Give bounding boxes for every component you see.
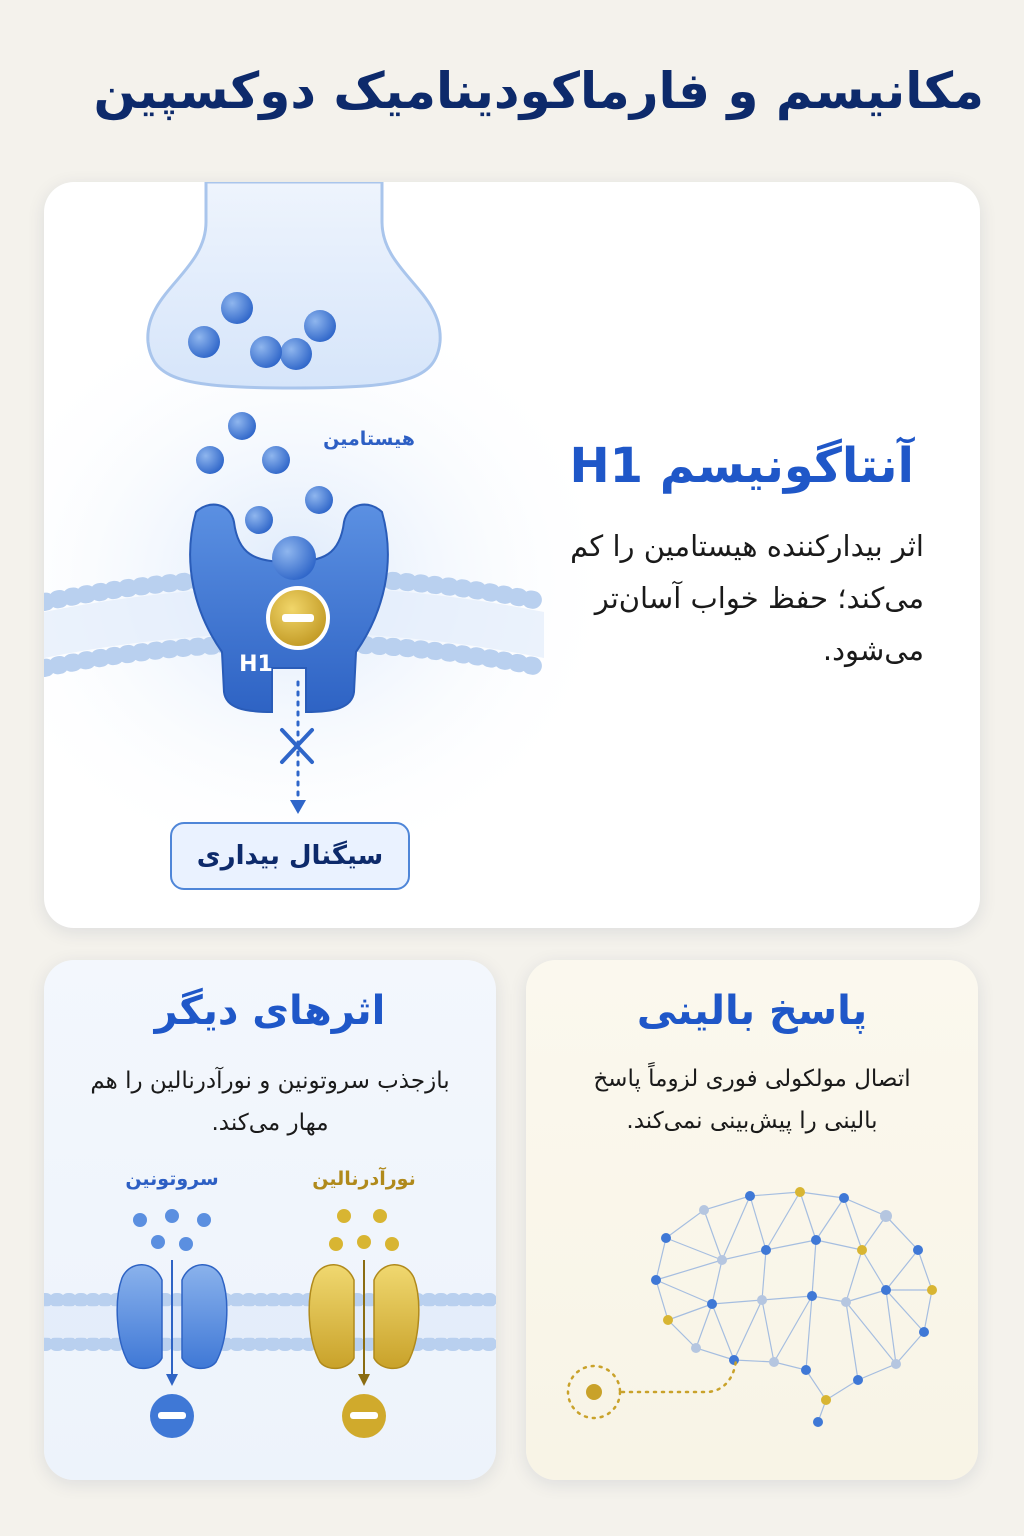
reuptake-illustration (44, 960, 496, 1480)
serotonin-label: سروتونین (125, 1168, 219, 1190)
bound-histamine (272, 536, 316, 580)
noradrenaline-transporter (309, 1260, 419, 1386)
clinical-response-description: اتصال مولکولی فوری لزوماً پاسخ بالینی را پیش‌بینی نمی‌کند. (593, 1066, 911, 1134)
other-effects-description: بازجذب سروتونین و نورآدرنالین را هم مهار می‌کند. (90, 1068, 450, 1136)
histamine-label: هیستامین (323, 428, 415, 450)
serotonin-transporter (117, 1260, 227, 1386)
other-effects-heading: اثرهای دیگر (154, 988, 386, 1034)
other-effects-card (44, 960, 496, 1480)
clinical-response-card (526, 960, 978, 1480)
target-icon (568, 1366, 620, 1418)
receptor-label: H1 (239, 652, 273, 677)
noradrenaline-label: نورآدرنالین (312, 1168, 416, 1190)
dotted-connector (622, 1360, 736, 1392)
noradrenaline-inhibit-icon (342, 1394, 386, 1438)
wake-signal-box: سیگنال بیداری (170, 822, 410, 890)
h1-description: اثر بیدارکننده هیستامین را کم می‌کند؛ حفظ خواب آسان‌تر می‌شود. (570, 529, 924, 667)
page-title: مکانیسم و فارماکودینامیک دوکسپین (93, 62, 984, 120)
serotonin-molecules (133, 1209, 211, 1251)
noradrenaline-molecules (329, 1209, 399, 1251)
membrane (44, 1300, 496, 1344)
h1-antagonism-card (44, 182, 980, 928)
brain-network-icon (526, 960, 978, 1480)
serotonin-inhibit-icon (150, 1394, 194, 1438)
h1-heading: آنتاگونیسم H1 (569, 438, 914, 494)
clinical-response-heading: پاسخ بالینی (636, 988, 868, 1034)
